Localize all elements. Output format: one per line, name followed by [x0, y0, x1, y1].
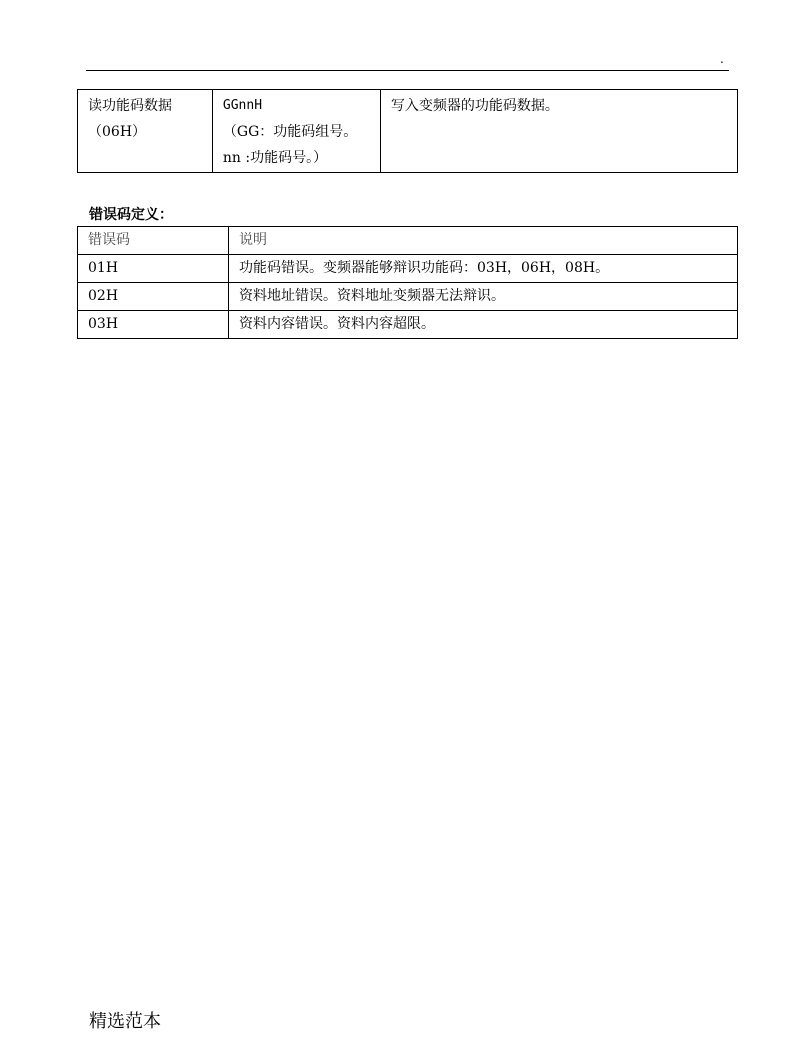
format-note-1: （GG：功能码组号。 — [222, 124, 358, 140]
header-code: 错误码 — [78, 227, 229, 255]
header-desc: 说明 — [229, 227, 738, 255]
format-cell — [212, 90, 380, 173]
error-section-title: 错误码定义： — [89, 207, 173, 223]
error-desc: 功能码错误。变频器能够辩识功能码：03H，06H，08H。 — [229, 255, 738, 283]
table-row — [78, 311, 738, 339]
table-row — [78, 283, 738, 311]
table-header-row — [78, 227, 738, 255]
error-code: 02H — [78, 283, 229, 311]
error-code: 03H — [78, 311, 229, 339]
format-note-2: nn :功能码号。） — [222, 150, 328, 166]
error-desc: 资料内容错误。资料内容超限。 — [229, 311, 738, 339]
table-row — [78, 255, 738, 283]
error-code-table — [77, 226, 738, 339]
table-row — [78, 90, 738, 173]
footer-text: 精选范本 — [89, 1011, 161, 1032]
error-code: 01H — [78, 255, 229, 283]
header-mark: . — [720, 52, 724, 66]
function-code-table — [77, 89, 738, 173]
function-code: （06H） — [88, 124, 147, 140]
function-name: 读功能码数据 — [88, 98, 172, 114]
error-desc: 资料地址错误。资料地址变频器无法辩识。 — [229, 283, 738, 311]
description-cell: 写入变频器的功能码数据。 — [380, 90, 737, 173]
header-rule — [86, 70, 729, 71]
format-value: GGnnH — [222, 98, 263, 113]
function-name-cell — [78, 90, 213, 173]
